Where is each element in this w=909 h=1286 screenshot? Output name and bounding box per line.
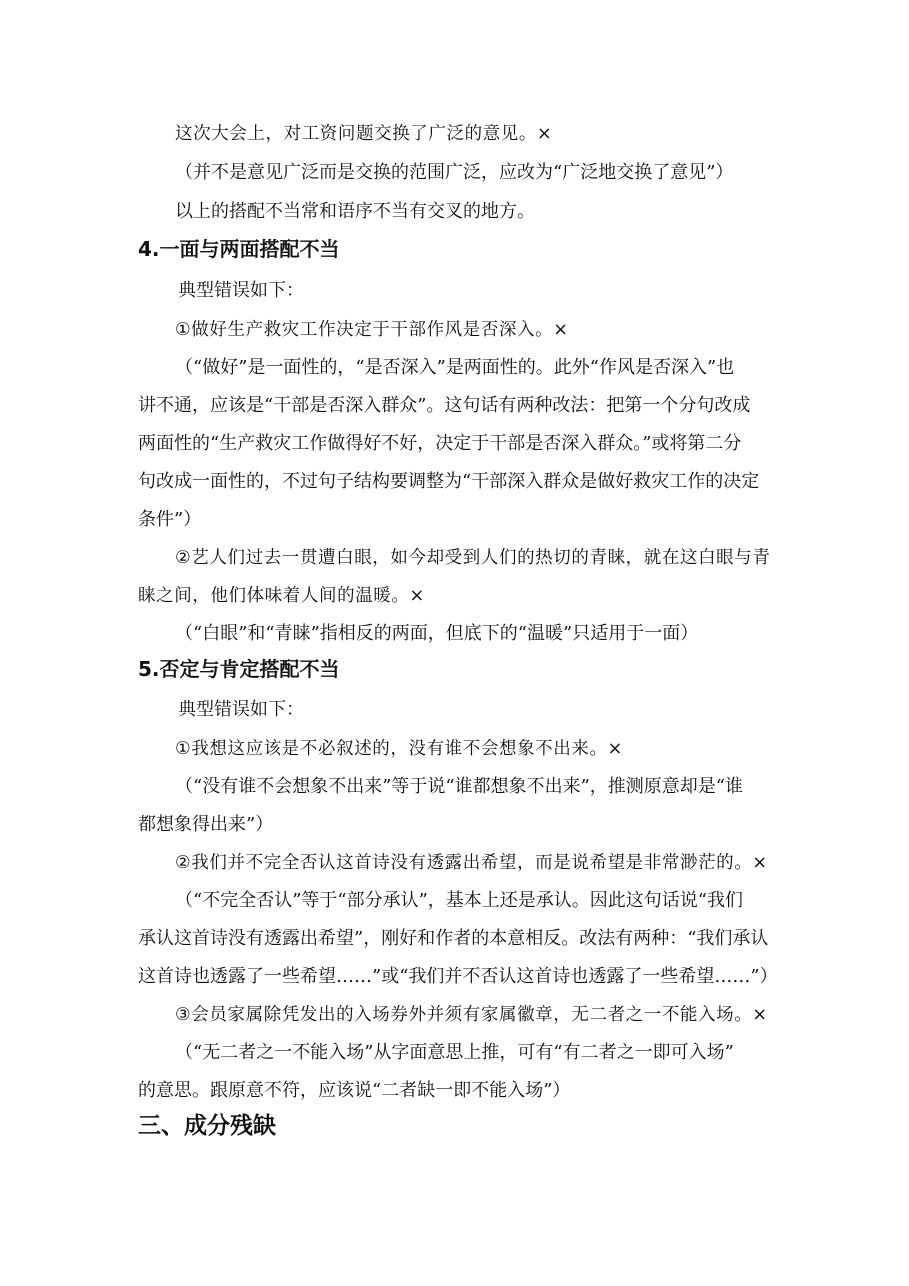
explanation-text: 条件”） bbox=[138, 509, 202, 530]
summary-text: 以上的搭配不当常和语序不当有交叉的地方。 bbox=[175, 201, 535, 222]
explanation-text: 句改成一面性的，不过句子结构要调整为“干部深入群众是做好救灾工作的决定 bbox=[138, 471, 760, 492]
example-sentence-2: ②我们并不完全否认这首诗没有透露出希望，而是说希望是非常渺茫的。× bbox=[175, 853, 768, 873]
explanation-text: （“不完全否认”等于“部分承认”，基本上还是承认。因此这句话说“我们 bbox=[175, 890, 744, 911]
explanation-text: 讲不通，应该是“干部是否深入群众”。这句话有两种改法：把第一个分句改成 bbox=[138, 395, 751, 416]
example-sentence-1: ①做好生产救灾工作决定于干部作风是否深入。× bbox=[175, 320, 569, 340]
example-sentence-1: ①我想这应该是不必叙述的，没有谁不会想象不出来。× bbox=[175, 739, 623, 759]
subheading-examples: 典型错误如下： bbox=[178, 699, 304, 720]
example-sentence-3: ③会员家属除凭发出的入场券外并须有家属徽章，无二者之一不能入场。× bbox=[175, 1005, 768, 1025]
explanation-text: 的意思。跟原意不符，应该说“二者缺一即不能入场”） bbox=[138, 1080, 571, 1101]
explanation-text: 这首诗也透露了一些希望……”或“我们并不否认这首诗也透露了一些希望……”） bbox=[138, 966, 778, 987]
explanation-text: 承认这首诗没有透露出希望”，刚好和作者的本意相反。改法有两种：“我们承认 bbox=[138, 928, 769, 949]
section-heading-5: 5.否定与肯定搭配不当 bbox=[138, 657, 340, 681]
subheading-examples: 典型错误如下： bbox=[178, 280, 304, 301]
explanation-text: （并不是意见广泛而是交换的范围广泛，应改为“广泛地交换了意见”） bbox=[175, 162, 734, 183]
section-heading-4: 4.一面与两面搭配不当 bbox=[138, 237, 340, 261]
explanation-text: 两面性的“生产救灾工作做得好不好，决定于干部是否深入群众。”或将第二分 bbox=[138, 433, 742, 454]
explanation-text: （“白眼”和“青睐”指相反的两面，但底下的“温暖”只适用于一面） bbox=[175, 623, 699, 644]
explanation-text: 都想象得出来”） bbox=[138, 814, 274, 835]
example-sentence-2: ②艺人们过去一贯遭白眼，如今却受到人们的热切的青睐，就在这白眼与青 bbox=[175, 548, 771, 568]
chapter-heading-3: 三、成分残缺 bbox=[138, 1113, 276, 1139]
explanation-text: （“做好”是一面性的，“是否深入”是两面性的。此外“作风是否深入”也 bbox=[175, 357, 735, 378]
example-sentence-2-cont: 睐之间，他们体味着人间的温暖。× bbox=[138, 586, 425, 606]
explanation-text: （“没有谁不会想象不出来”等于说“谁都想象不出来”，推测原意却是“谁 bbox=[175, 776, 744, 797]
explanation-text: （“无二者之一不能入场”从字面意思上推，可有“有二者之一即可入场” bbox=[175, 1042, 734, 1063]
example-sentence: 这次大会上，对工资问题交换了广泛的意见。× bbox=[175, 124, 553, 144]
